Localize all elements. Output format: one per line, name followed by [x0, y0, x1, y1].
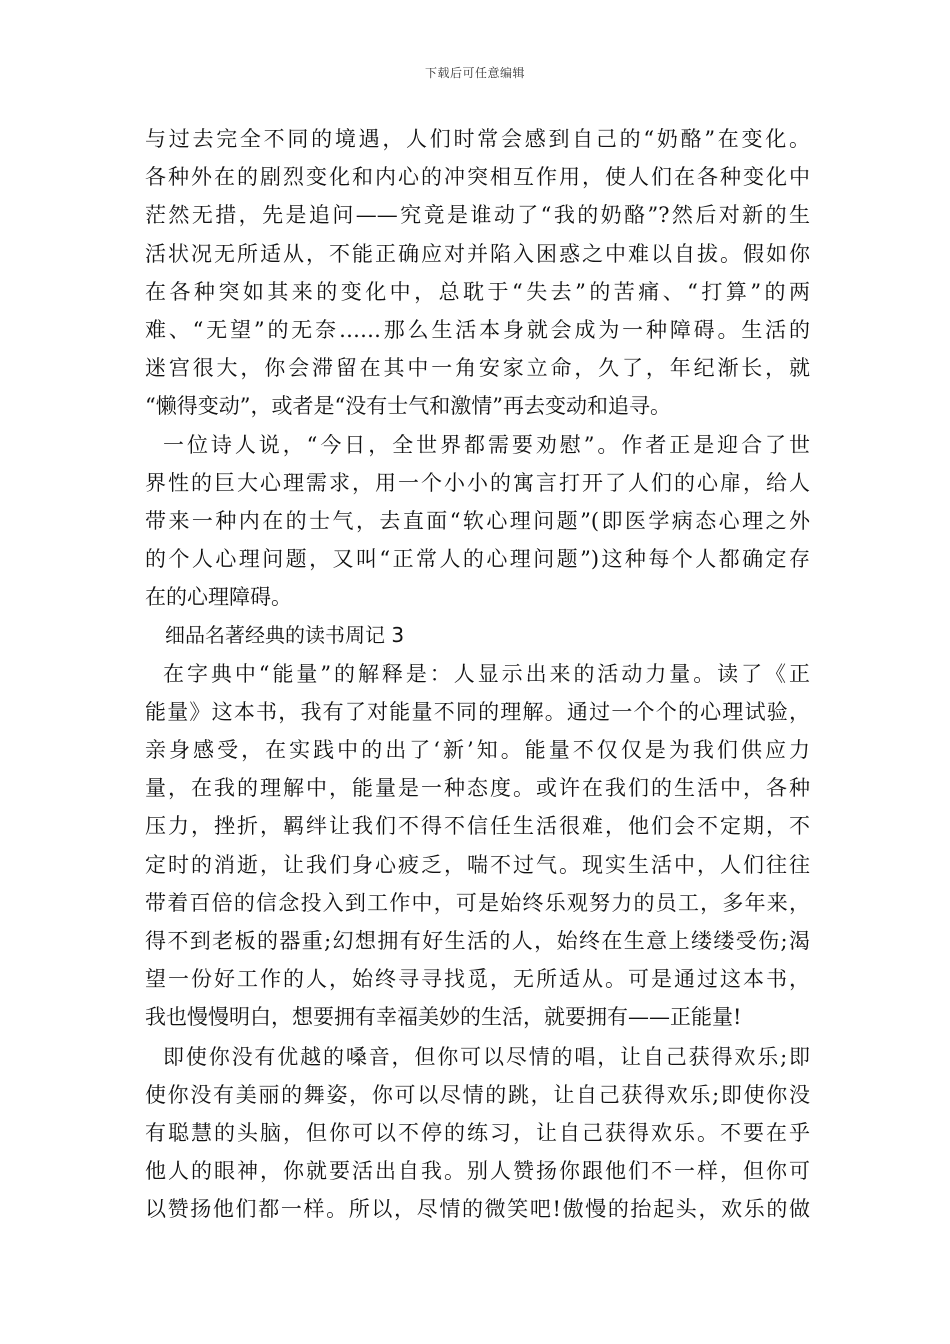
paragraph-line: 各种外在的剧烈变化和内心的冲突相互作用，使人们在各种变化中 — [145, 165, 810, 190]
paragraph-line: 即使你没有优越的嗓音，但你可以尽情的唱，让自己获得欢乐;即 — [163, 1044, 810, 1069]
paragraph-line: 能量》这本书，我有了对能量不同的理解。通过一个个的心理试验， — [145, 699, 810, 724]
paragraph-line: 迷宫很大，你会滞留在其中一角安家立命，久了，年纪渐长，就 — [145, 356, 810, 381]
paragraph-line: 得不到老板的器重;幻想拥有好生活的人，始终在生意上缕缕受伤;渴 — [145, 928, 810, 953]
paragraph-line: 使你没有美丽的舞姿，你可以尽情的跳，让自己获得欢乐;即使你没 — [145, 1082, 810, 1107]
paragraph-line: 他人的眼神，你就要活出自我。别人赞扬你跟他们不一样，但你可 — [145, 1159, 810, 1184]
paragraph-line: 在各种突如其来的变化中，总耽于“失去”的苦痛、“打算”的两 — [145, 279, 810, 304]
paragraph-line: 一位诗人说，“今日，全世界都需要劝慰”。作者正是迎合了世 — [163, 432, 810, 457]
paragraph-line: 压力，挫折，羁绊让我们不得不信任生活很难，他们会不定期，不 — [145, 814, 810, 839]
page-header: 下载后可任意编辑 — [424, 66, 525, 80]
paragraph-line: 茫然无措，先是追问——究竟是谁动了“我的奶酪”?然后对新的生 — [145, 203, 810, 228]
paragraph-line: 有聪慧的头脑，但你可以不停的练习，让自己获得欢乐。不要在乎 — [145, 1120, 810, 1145]
paragraph-line: 亲身感受，在实践中的出了‘新’知。能量不仅仅是为我们供应力 — [145, 738, 810, 762]
paragraph-line: 我也慢慢明白，想要拥有幸福美妙的生活，就要拥有——正能量! — [145, 1005, 742, 1030]
paragraph-line: 与过去完全不同的境遇，人们时常会感到自己的“奶酪”在变化。 — [145, 127, 810, 151]
paragraph-line: 量，在我的理解中，能量是一种态度。或许在我们的生活中，各种 — [145, 776, 810, 801]
paragraph-line: 界性的巨大心理需求，用一个小小的寓言打开了人们的心扉，给人 — [145, 470, 810, 495]
paragraph-line: 以赞扬他们都一样。所以，尽情的微笑吧!傲慢的抬起头，欢乐的做 — [145, 1197, 810, 1222]
paragraph-line: 在字典中“能量”的解释是：人显示出来的活动力量。读了《正 — [163, 661, 810, 686]
paragraph-line: 活状况无所适从，不能正确应对并陷入困惑之中难以自拔。假如你 — [145, 241, 810, 266]
paragraph-line: 在的心理障碍。 — [145, 585, 292, 610]
paragraph-line: 望一份好工作的人，始终寻寻找觅，无所适从。可是通过这本书， — [145, 967, 810, 992]
paragraph-line: 带着百倍的信念投入到工作中，可是始终乐观努力的员工，多年来， — [145, 890, 810, 915]
paragraph-line: 的个人心理问题，又叫“正常人的心理问题”)这种每个人都确定存 — [145, 547, 810, 572]
paragraph-line: 带来一种内在的士气，去直面“软心理问题”(即医学病态心理之外 — [145, 508, 810, 533]
document-body — [145, 120, 810, 1228]
paragraph-line: 定时的消逝，让我们身心疲乏，喘不过气。现实生活中，人们往往 — [145, 852, 810, 877]
paragraph-line: “懒得变动”，或者是“没有士气和激情”再去变动和追寻。 — [145, 394, 671, 419]
paragraph-line: 难、“无望”的无奈……那么生活本身就会成为一种障碍。生活的 — [145, 317, 810, 342]
section-heading: 细品名著经典的读书周记 3 — [165, 623, 405, 648]
